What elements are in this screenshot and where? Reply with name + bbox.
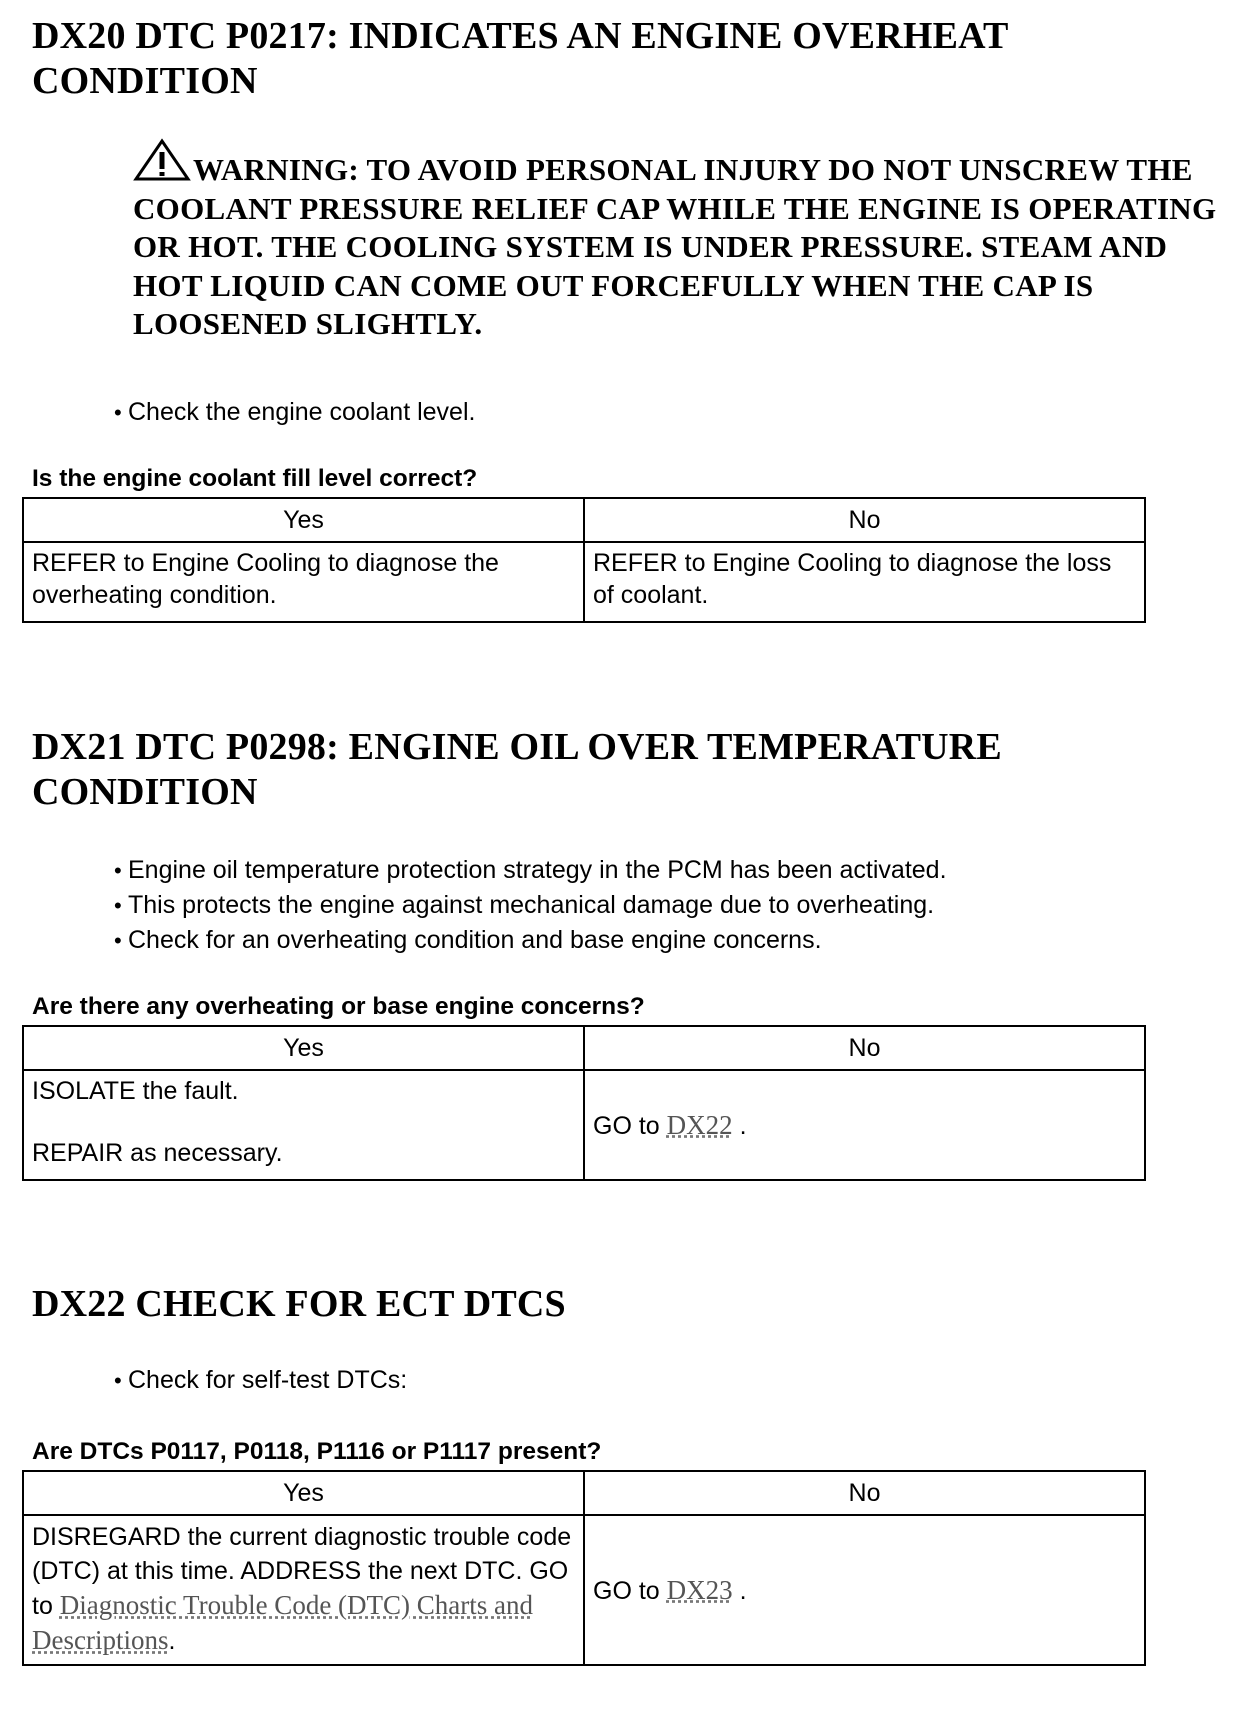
no-header: No <box>584 1471 1145 1515</box>
dtc-charts-link[interactable]: Diagnostic Trouble Code (DTC) Charts and Descriptions <box>32 1590 534 1655</box>
period-text: . <box>732 1111 747 1140</box>
list-item: • This protects the engine against mechanical damage due to overheating. <box>114 888 947 923</box>
dx22-link[interactable]: DX22 <box>666 1109 733 1140</box>
no-cell: REFER to Engine Cooling to diagnose the loss of coolant. <box>584 542 1145 622</box>
no-cell <box>584 1070 1145 1180</box>
list-item: • Engine oil temperature protection strategy in the PCM has been activated. <box>114 853 947 888</box>
dx21-title: DX21 DTC P0298: ENGINE OIL OVER TEMPERATURE CONDITION <box>32 726 1002 813</box>
dx20-warning <box>133 138 1233 344</box>
disregard-text: DISREGARD the current diagnostic trouble code (DTC) at this time. ADDRESS the next DTC. GO to <box>32 1523 572 1620</box>
yes-line-isolate: ISOLATE the fault. <box>32 1077 239 1105</box>
dx20-question: Is the engine coolant fill level correct? <box>32 465 478 492</box>
dx21-answer-table <box>22 1025 1146 1181</box>
dx23-link[interactable]: DX23 <box>666 1574 733 1605</box>
period-text: . <box>168 1627 176 1655</box>
list-item: • Check for an overheating condition and base engine concerns. <box>114 923 947 958</box>
warning-triangle-icon <box>133 138 191 182</box>
dx22-title: DX22 CHECK FOR ECT DTCS <box>32 1283 566 1325</box>
dx20-answer-table <box>22 497 1146 623</box>
go-to-text: GO to <box>593 1576 667 1605</box>
go-to-text: GO to <box>593 1111 667 1140</box>
dx22-answer-table <box>22 1470 1146 1666</box>
period-text: . <box>732 1576 747 1605</box>
dx21-question: Are there any overheating or base engine concerns? <box>32 993 645 1020</box>
dx20-bullet-list <box>114 395 475 430</box>
yes-header: Yes <box>23 1471 584 1515</box>
yes-cell <box>23 1070 584 1180</box>
list-item: • Check the engine coolant level. <box>114 395 475 430</box>
dx20-warning-text: WARNING: TO AVOID PERSONAL INJURY DO NOT UNSCREW THE COOLANT PRESSURE RELIEF CAP WHILE THE ENGINE IS OPERATING OR HOT. THE COOLING SYSTEM IS UNDER PRESSURE. STEAM AND HOT LIQUID CAN COME OUT FORCEFULLY WHEN THE CAP IS LOOSENED SLIGHTLY. <box>133 152 1217 341</box>
list-item: • Check for self-test DTCs: <box>114 1363 407 1398</box>
dx22-bullet-list <box>114 1363 407 1398</box>
yes-line-repair: REPAIR as necessary. <box>32 1139 283 1167</box>
yes-cell <box>23 1515 584 1665</box>
no-header: No <box>584 498 1145 542</box>
yes-header: Yes <box>23 498 584 542</box>
dx21-bullet-list <box>114 853 947 958</box>
no-header: No <box>584 1026 1145 1070</box>
dx22-question: Are DTCs P0117, P0118, P1116 or P1117 present? <box>32 1438 602 1465</box>
dx20-title: DX20 DTC P0217: INDICATES AN ENGINE OVERHEAT CONDITION <box>32 15 1008 102</box>
no-cell <box>584 1515 1145 1665</box>
yes-header: Yes <box>23 1026 584 1070</box>
yes-cell: REFER to Engine Cooling to diagnose the overheating condition. <box>23 542 584 622</box>
